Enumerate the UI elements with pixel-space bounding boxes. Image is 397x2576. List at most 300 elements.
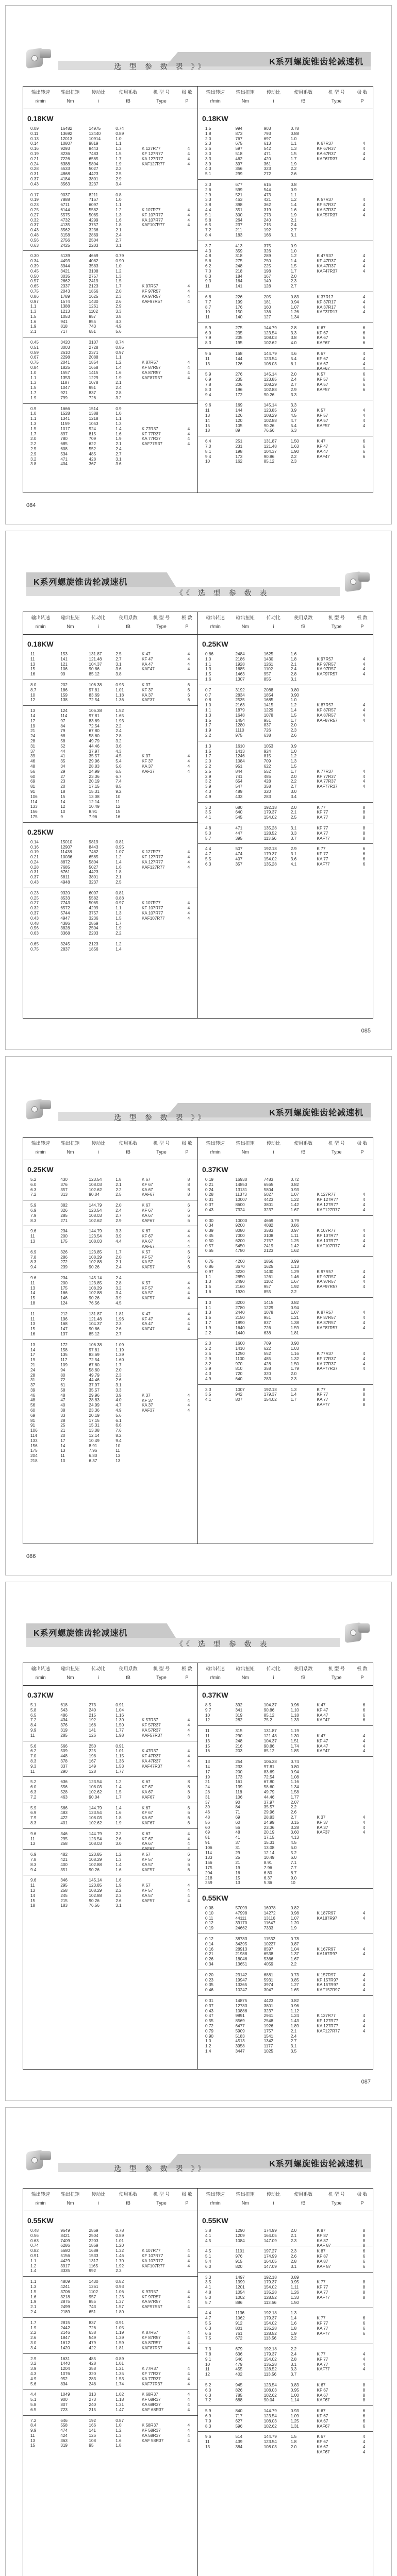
ratio-cell: 8.91: [89, 1443, 97, 1448]
service-factor-cell: 0.78: [115, 2228, 124, 2233]
service-factor-cell: 3.9: [290, 408, 297, 413]
service-factor-cell: 2.0: [290, 274, 297, 279]
pole-count: 4: [187, 1291, 190, 1296]
output-speed-cell: 2.1: [30, 2304, 37, 2310]
service-factor-cell: 0.78: [290, 1937, 299, 1942]
output-torque-cell: 15: [235, 1875, 240, 1880]
output-speed-cell: 7.9: [205, 2418, 211, 2424]
ratio-cell: 903: [263, 126, 271, 131]
output-torque-cell: 1062: [235, 2316, 245, 2321]
model-type-list: [317, 2316, 370, 2336]
output-speed-cell: 0.24: [30, 859, 39, 865]
output-torque-cell: 3335: [60, 2268, 70, 2274]
model-type-code: KAF107R77: [317, 1243, 340, 1248]
ratio-cell: 697: [263, 136, 271, 141]
service-factor-cell: 2.1: [290, 810, 297, 815]
ratio-cell: 3237: [263, 1207, 273, 1212]
service-factor-cell: 0.8: [115, 192, 122, 197]
ratio-cell: 273: [263, 212, 271, 217]
ratio-cell: 1856: [89, 289, 98, 294]
model-type: [142, 1785, 194, 1790]
output-torque-cell: 384: [235, 2444, 243, 2449]
model-type-code: KA 77R37: [141, 2376, 161, 2381]
ratio-cell: 113.56: [263, 2300, 277, 2305]
pole-count: 4: [187, 2330, 190, 2335]
service-factor-cell: 0.95: [290, 2387, 299, 2393]
pole-count: 4: [187, 426, 190, 431]
output-torque-cell: 71: [235, 1810, 240, 1815]
ratio-cell: 123.54: [263, 2413, 277, 2418]
service-factor-cell: 0.89: [115, 131, 124, 136]
model-type-code: KA 37: [141, 692, 153, 698]
ratio-cell: 924: [263, 749, 271, 754]
service-factor-cell: 0.97: [115, 901, 124, 906]
output-torque-cell: 3245: [60, 942, 70, 947]
ratio-cell: 957: [89, 2294, 96, 2299]
pole-count: 6: [362, 330, 366, 335]
pole-count: 4: [187, 1239, 190, 1244]
table-row: [23, 2310, 197, 2315]
output-speed-cell: 91: [30, 1423, 36, 1428]
service-factor-cell: 2.3: [115, 1321, 122, 1327]
ratio-cell: 123.85: [89, 1280, 102, 1285]
column-header-zh: 使用系数: [294, 615, 313, 620]
service-factor-cell: 0.82: [115, 2279, 124, 2284]
output-torque-cell: 1076: [60, 2371, 70, 2376]
model-type-code: KAF37: [141, 1408, 155, 1413]
model-type-code: K 37: [317, 1815, 326, 1820]
output-torque-cell: 1353: [60, 375, 70, 380]
table-row: [198, 2336, 373, 2341]
model-type: [317, 857, 370, 862]
service-factor-cell: 2.6: [115, 299, 122, 304]
column-header-zh: 机 型 号: [153, 1141, 170, 1146]
service-factor-cell: 0.85: [290, 1977, 299, 1982]
output-speed-cell: 6.2: [30, 1749, 37, 1754]
service-factor-cell: 1.65: [290, 1988, 299, 1993]
service-factor-cell: 1.9: [115, 161, 122, 166]
table-row: [23, 880, 197, 885]
output-torque-cell: 72: [60, 1378, 65, 1383]
output-torque-cell: 378: [60, 1758, 68, 1764]
ratio-cell: 743: [89, 2304, 96, 2310]
output-speed-cell: 11: [30, 1769, 35, 1774]
table-row: [23, 182, 197, 187]
output-torque-cell: 79: [60, 728, 65, 734]
model-type-code: KAF77: [317, 2367, 330, 2372]
service-factor-cell: 1.3: [115, 146, 122, 151]
catalog-page: [5, 1056, 392, 1575]
output-torque-cell: 318: [235, 253, 243, 259]
output-torque-cell: 717: [60, 329, 68, 334]
service-factor-cell: 3.60: [290, 1830, 299, 1835]
table-row: [198, 1876, 373, 1881]
output-torque-cell: 3706: [60, 2289, 70, 2294]
ratio-cell: 104.37: [263, 1738, 277, 1743]
table-row: [23, 2268, 197, 2274]
output-torque-cell: 57099: [235, 1906, 247, 1911]
output-speed-cell: 13: [30, 1841, 36, 1846]
table-row: [198, 428, 373, 433]
service-factor-cell: 3.3: [290, 403, 297, 408]
service-factor-cell: 2.7: [290, 228, 297, 233]
ratio-cell: 367: [89, 462, 96, 467]
model-type: [142, 1393, 194, 1398]
table-row: [23, 1358, 197, 1363]
ratio-cell: 638: [263, 733, 271, 738]
model-type-code: K 77: [317, 2351, 326, 2357]
output-speed-cell: 5.1: [205, 2254, 211, 2259]
table-row: [198, 1860, 373, 1866]
output-speed-cell: 1.3: [30, 421, 37, 427]
pole-count: 6: [362, 2413, 366, 2418]
model-type: [317, 1269, 370, 1275]
service-factor-cell: 1.3: [115, 421, 122, 427]
table-column-left: [23, 2189, 198, 2576]
table-row: [23, 172, 197, 177]
model-type: [317, 1916, 370, 1921]
model-type-code: K 127R77: [317, 2013, 336, 2019]
model-type: [142, 376, 194, 381]
output-torque-cell: 319: [60, 1727, 68, 1733]
output-speed-cell: 24: [205, 1785, 210, 1790]
service-factor-cell: 1.31: [115, 2402, 124, 2407]
output-torque-cell: 137: [60, 1331, 68, 1336]
output-speed-cell: 4.7: [205, 2316, 211, 2321]
output-speed-cell: 0.28: [205, 1192, 213, 1197]
pole-count: 4: [187, 2433, 190, 2438]
ratio-cell: 1430: [263, 1269, 273, 1274]
pole-count: 4: [187, 1718, 190, 1723]
selection-table: [23, 2188, 373, 2576]
service-factor-cell: 2.7: [290, 784, 297, 789]
table-row: [198, 1182, 373, 1188]
model-group: [198, 2406, 373, 2432]
ratio-cell: 709: [263, 759, 271, 764]
service-factor-cell: 2.9: [290, 387, 297, 392]
output-speed-cell: 1.6: [205, 676, 211, 682]
power-rating-heading: 0.37KW: [202, 1691, 228, 1699]
ratio-cell: 7483: [263, 1177, 273, 1182]
pole-count: 4: [187, 916, 190, 921]
pole-count: 6: [187, 692, 190, 698]
ratio-cell: 1388: [89, 411, 98, 416]
service-factor-cell: 3.4: [115, 1291, 122, 1296]
pole-count: 6: [187, 1260, 190, 1265]
column-header-zh: 机 型 号: [153, 1666, 170, 1671]
output-speed-cell: 4.4: [205, 2311, 211, 2316]
ratio-cell: 179.37: [263, 852, 277, 857]
power-rating-heading: 0.25KW: [27, 827, 54, 836]
service-factor-cell: 3.3: [290, 2367, 297, 2372]
column-header-en: r/min: [210, 624, 221, 629]
output-speed-cell: 31: [30, 743, 36, 749]
output-speed-cell: 60: [205, 1825, 210, 1830]
model-group: [23, 649, 197, 680]
model-type: [142, 769, 194, 774]
ratio-cell: 1430: [89, 2279, 98, 2284]
model-type-code: KF 87R57: [317, 1315, 336, 1320]
pole-count: 4: [362, 351, 366, 357]
ratio-cell: 131.87: [89, 652, 102, 656]
service-factor-cell: 1.47: [115, 2407, 124, 2412]
model-group: [198, 2273, 373, 2309]
model-type-code: KAF37R17: [317, 310, 338, 315]
output-torque-cell: 486: [60, 1713, 68, 1718]
table-row: [23, 304, 197, 309]
ratio-cell: 108.03: [89, 1816, 102, 1821]
model-type: [317, 1197, 370, 1202]
ratio-cell: 104.37: [89, 662, 102, 667]
service-factor-cell: 1.7: [115, 1249, 122, 1255]
output-torque-cell: 7409: [60, 2238, 70, 2243]
output-speed-cell: 1.1: [30, 416, 37, 421]
table-row: [23, 2243, 197, 2248]
model-type: [317, 1192, 370, 1197]
model-type-code: KA 77: [317, 856, 328, 861]
model-type-code: KA 67: [317, 2393, 328, 2398]
column-header-cell: [25, 1665, 56, 1685]
table-row: [23, 314, 197, 319]
pole-count: 6: [362, 449, 366, 454]
pole-count: 4: [362, 1733, 366, 1738]
ratio-cell: 102.88: [89, 1260, 102, 1265]
service-factor-cell: 1.07: [290, 1192, 299, 1197]
output-torque-cell: 13365: [235, 1982, 247, 1988]
pole-count: 4: [187, 1733, 190, 1738]
table-row: [23, 2228, 197, 2233]
ratio-cell: 83.69: [89, 1352, 100, 1358]
ratio-cell: 123.54: [89, 1234, 102, 1239]
output-speed-cell: 1.7: [205, 723, 211, 728]
ratio-cell: 1078: [263, 1310, 273, 1315]
output-speed-cell: 6.5: [205, 223, 211, 228]
service-factor-cell: 2.8: [290, 2259, 297, 2264]
model-type: [317, 1357, 370, 1362]
ratio-cell: 362: [263, 202, 271, 208]
ratio-cell: 136: [263, 310, 271, 315]
output-speed-cell: 3.2: [205, 779, 211, 784]
output-torque-cell: 1528: [60, 411, 70, 416]
table-row: [23, 406, 197, 412]
model-type: [317, 2434, 370, 2439]
output-torque-cell: 4948: [60, 880, 70, 885]
model-type-list: [142, 901, 194, 921]
pole-count: 6: [362, 861, 366, 867]
service-factor-cell: 2.7: [290, 1815, 297, 1820]
column-header-cell: [287, 1665, 320, 1685]
ratio-cell: 4423: [263, 1998, 273, 2004]
output-torque-cell: 216: [235, 1743, 243, 1749]
ratio-cell: 320: [263, 1371, 271, 1377]
output-torque-cell: 275: [235, 325, 243, 330]
output-speed-cell: 7.2: [30, 2418, 37, 2423]
ratio-cell: 5582: [89, 207, 98, 212]
column-header-zh: 输出扭矩: [61, 615, 80, 620]
model-type-code: K 107R77: [141, 2248, 161, 2253]
output-torque-cell: 2484: [235, 652, 245, 656]
table-row: [198, 1957, 373, 1962]
service-factor-cell: 1.81: [115, 1311, 124, 1316]
ratio-cell: 2419: [263, 1243, 273, 1248]
service-factor-cell: 1.39: [115, 1352, 124, 1358]
power-rating-heading: 0.37KW: [202, 1165, 228, 1174]
service-factor-cell: 2.0: [115, 1255, 122, 1260]
ratio-cell: 23.36: [89, 774, 100, 779]
ratio-cell: 135.28: [263, 2290, 277, 2295]
pole-count: 4: [187, 2428, 190, 2433]
pole-count: 4: [362, 263, 366, 268]
model-type: [142, 2290, 194, 2295]
output-torque-cell: 12: [60, 804, 65, 809]
output-torque-cell: 688: [235, 2398, 243, 2403]
model-type-code: KF 97R57: [317, 1274, 336, 1279]
column-header-en: Nm: [241, 2200, 249, 2206]
ratio-cell: 7.96: [263, 1865, 272, 1870]
pole-count: 4: [187, 859, 190, 865]
table-row: [23, 947, 197, 952]
ratio-cell: 13116: [263, 1916, 275, 1921]
output-torque-cell: 1666: [60, 406, 70, 411]
model-type-code: K 67: [317, 2409, 326, 2414]
column-header-cell: [231, 1665, 260, 1685]
service-factor-cell: 1.67: [290, 1279, 299, 1284]
model-type-code: KF 47R37: [317, 259, 336, 264]
output-torque-cell: 4493: [60, 259, 70, 264]
output-torque-cell: 402: [235, 2372, 243, 2377]
output-speed-cell: 7.8: [30, 1857, 37, 1862]
model-type: [142, 2253, 194, 2259]
output-speed-cell: 15: [205, 423, 210, 428]
pole-count: 4: [187, 2258, 190, 2263]
service-factor-cell: 2.8: [115, 391, 122, 396]
output-speed-cell: 9.6: [205, 403, 211, 408]
output-torque-cell: 1047: [60, 385, 70, 391]
ratio-cell: 145.14: [263, 403, 277, 408]
model-type-code: KA 67: [141, 1239, 153, 1244]
output-speed-cell: 0.19: [205, 1177, 213, 1182]
model-type: [142, 652, 194, 657]
pole-count: 8: [362, 2238, 366, 2243]
service-factor-cell: 0.74: [115, 340, 124, 345]
model-group: [198, 1726, 373, 1757]
output-speed-cell: 6.0: [205, 2264, 211, 2269]
ratio-cell: 651: [89, 329, 96, 334]
ratio-cell: 552: [89, 447, 96, 452]
ratio-cell: 174.99: [263, 2228, 277, 2233]
output-speed-cell: 0.74: [30, 2243, 39, 2248]
output-speed-cell: 0.97: [30, 299, 39, 304]
column-header-cell: [112, 89, 144, 109]
service-factor-cell: 1.51: [290, 1738, 299, 1743]
column-header-zh: 输出转速: [206, 615, 225, 620]
column-header-cell: [178, 2191, 195, 2211]
column-header-zh: 机 型 号: [328, 2192, 345, 2197]
model-type-code: KAF67: [317, 2398, 330, 2403]
service-factor-cell: 1.13: [290, 1264, 299, 1269]
output-torque-cell: 8600: [235, 1202, 245, 1207]
output-speed-cell: 1.5: [205, 126, 211, 131]
service-factor-cell: 2.4: [290, 2351, 297, 2357]
model-type-code: K 57R37: [141, 1718, 158, 1723]
subtitle-text: 选 型 参 数 表: [197, 1640, 270, 1648]
service-factor-cell: 10: [115, 1443, 121, 1448]
ratio-cell: 289: [263, 253, 271, 259]
service-factor-cell: 8.5: [115, 784, 122, 789]
output-torque-cell: 186: [60, 687, 68, 692]
service-factor-cell: 1.53: [115, 1764, 124, 1769]
output-speed-cell: 2.0: [30, 436, 37, 442]
output-speed-cell: 0.21: [205, 1182, 213, 1187]
output-torque-cell: 8533: [60, 895, 70, 901]
ratio-cell: 5804: [89, 161, 98, 166]
service-factor-cell: 1.6: [115, 431, 122, 436]
output-torque-cell: 2150: [235, 1315, 245, 1320]
ratio-cell: 375: [263, 243, 271, 248]
model-type-code: KF 87R57: [317, 707, 336, 713]
ratio-cell: 471: [263, 151, 271, 156]
table-row: [23, 340, 197, 345]
model-group: [198, 292, 373, 323]
ratio-cell: 1102: [89, 2289, 98, 2294]
output-speed-cell: 9.4: [30, 1265, 37, 1270]
output-torque-cell: 37: [235, 1840, 240, 1845]
model-type-list: [142, 2330, 194, 2350]
model-group: [23, 404, 197, 470]
service-factor-cell: 0.79: [115, 253, 124, 259]
service-factor-cell: 1.01: [115, 687, 124, 692]
output-speed-cell: 14: [30, 1893, 36, 1898]
ratio-cell: 13.08: [263, 1845, 275, 1850]
table-row: [23, 2418, 197, 2424]
output-torque-cell: 780: [60, 436, 68, 442]
model-type-code: KF 77: [317, 852, 328, 857]
pole-count: 8: [187, 1789, 190, 1794]
column-header-en: fB: [126, 2200, 130, 2206]
output-speed-cell: 1.7: [205, 754, 211, 759]
output-torque-cell: 13651: [235, 1962, 247, 1967]
output-speed-cell: 60: [30, 774, 36, 779]
model-type: [317, 826, 370, 831]
pole-count: 6: [362, 846, 366, 852]
output-torque-cell: 430: [60, 1177, 68, 1182]
pole-count: 4: [187, 1321, 190, 1327]
model-type-code: K 67: [317, 2434, 326, 2439]
table-row: [23, 1423, 197, 1428]
model-group: [23, 1273, 197, 1309]
service-factor-cell: 1.32: [290, 1356, 299, 1361]
service-factor-cell: 0.82: [290, 1998, 299, 2004]
output-speed-cell: 1.0: [205, 703, 211, 708]
output-torque-cell: 4429: [60, 2258, 70, 2263]
column-header-zh: 极 数: [357, 90, 368, 95]
model-type: [317, 264, 370, 269]
output-speed-cell: 6.0: [30, 1182, 37, 1187]
ratio-cell: 5065: [89, 901, 98, 906]
ratio-cell: 128.52: [263, 2295, 277, 2300]
ratio-cell: 181: [263, 299, 271, 304]
output-speed-cell: 4.7: [205, 852, 211, 857]
chevrons-right-icon: 》》: [191, 2164, 208, 2173]
output-torque-cell: 205: [235, 335, 243, 341]
output-torque-cell: 12783: [235, 2003, 247, 2008]
output-torque-cell: 275: [235, 259, 243, 264]
model-type-list: [142, 1780, 194, 1800]
column-header-zh: 输出扭矩: [236, 1141, 255, 1146]
model-type: [317, 2290, 370, 2295]
output-torque-cell: 198: [235, 449, 243, 454]
column-header-zh: 传动比: [91, 1141, 106, 1146]
